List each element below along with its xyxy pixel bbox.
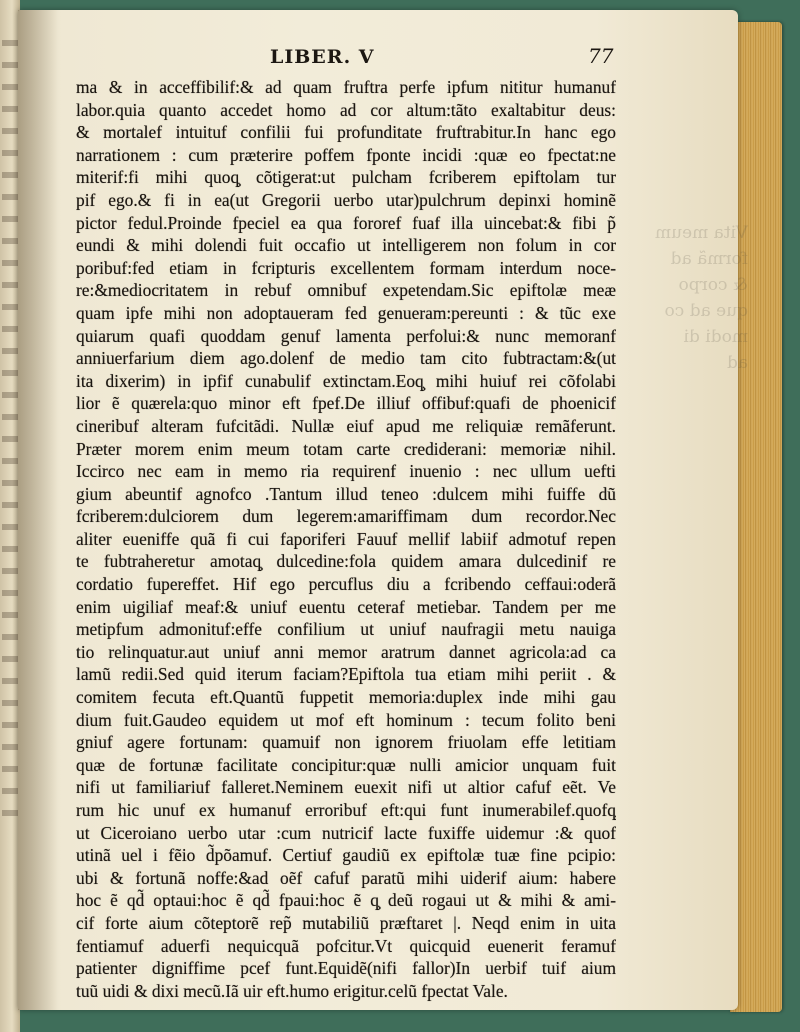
- text-line: ita dixerim) in ipfif cunabulif extinctam.Eoq̧ mihi huiuf rei cõfolabi: [76, 370, 616, 391]
- text-line: Præter morem enim meum totam carte crediderani: memoriæ nihil.: [76, 438, 616, 459]
- page-number: 77: [588, 44, 614, 68]
- text-line: anniuerfarium diem ago.dolenf de medio tam cito fubtractam:&(ut: [76, 348, 616, 369]
- gutter-shadow: [18, 10, 58, 1010]
- text-line: pif ego.& fi in ea(ut Gregorii uerbo utar)pulchrum depinxi hominẽ: [76, 189, 616, 210]
- facing-page-edge: [0, 0, 20, 1032]
- text-line: ma & in acceffibilif:& ad quam fruftra perfe ipfum nititur humanuf: [76, 77, 616, 97]
- text-line: metipfum admonituf:effe confilium ut uniuf naufragii metu nauiga: [76, 619, 616, 640]
- text-line: utinã uel i fẽio d̃põamuf. Certiuf gaudiũ ex epiftolæ tuæ fine pcipio:: [76, 845, 616, 866]
- text-line: nifi ut familiariuf falleret.Neminem euexit nifi ut altior cafuf eẽt. Ve: [76, 777, 616, 798]
- text-line: cineribuf alteram fufcitãdi. Nullæ eiuf apud me reliquiæ remãferunt.: [76, 415, 616, 436]
- text-line: hoc ẽ qd̃ optaui:hoc ẽ qd̃ fpaui:hoc ẽ q̧ deũ rogaui ut & mihi & ami-: [76, 890, 616, 911]
- body-text: [76, 76, 616, 1002]
- text-line: ubi & fortunã noffe:&ad oẽf cafuf paratũ mihi uiderif aium: habere: [76, 867, 616, 888]
- text-line: cordatio fupereffet. Hif ego percuflus diu a fcribendo ceffaui:oderã: [76, 574, 616, 595]
- text-line: quæ de fortunæ facilitate concipitur:quæ nulli amicior unquam fuit: [76, 754, 616, 775]
- text-line: fentiamuf aduerfi nequicquã pofcitur.Vt quicquid euenerit feramuf: [76, 935, 616, 956]
- text-line: fcriberem:dulciorem dum legerem:amariffimam dum recordor.Nec: [76, 506, 616, 527]
- facing-page-text-fragment: [2, 40, 18, 820]
- text-line: gniuf agere fortunam: quamuif non ignorem friuolam effe letitiam: [76, 732, 616, 753]
- text-line: enim uigiliaf meaf:& uniuf euentu ceteraf metiebar. Tandem per me: [76, 596, 616, 617]
- text-line: comitem fecuta eft.Quantũ fuppetit memoria:duplex inde mihi gau: [76, 687, 616, 708]
- text-line: rum hic unuf ex humanuf erroribuf eft:qui funt inumerabilef.quofq̧: [76, 800, 616, 820]
- show-through-text: Vita meum formã ad & corpo que ad co modi di ad: [654, 223, 748, 373]
- text-line: & mortalef intuituf confilii fui profunditate fruftrabitur.In hanc ego: [76, 122, 616, 143]
- text-line: aliter eueniffe quã fi cui faporiferi Fauuf mellif labiif admotuf repen: [76, 528, 616, 549]
- text-line: lior ẽ quærela:quo minor eft fpef.De illiuf offibuf:quafi de phoenicif: [76, 393, 616, 414]
- text-line: quiarum quafi quoddam genuf lamenta perfolui:& nunc memoranf: [76, 325, 616, 346]
- text-line: Iccirco nec eam in memo ria requirenf inuenio : nec ullum uefti: [76, 461, 616, 482]
- text-line: ut Ciceroiano uerbo utar :cum nutricif lacte fuxiffe uidemur :& quof: [76, 822, 616, 843]
- text-line: narrationem : cum præterire poffem fponte incidi :quæ eo fpectat:ne: [76, 144, 616, 165]
- text-line: cif forte aium cõteptorẽ rep̃ mutabiliũ præftaret |. Neqd enim in uita: [76, 912, 616, 933]
- text-line: lamũ redii.Sed quid iterum faciam?Epiftola tua etiam mihi periit . &: [76, 664, 616, 685]
- text-line: miterif:fi mihi quoq̧ cõtigerat:ut pulcham fcriberem epiftolam tur: [76, 167, 616, 188]
- page-header: [18, 44, 738, 74]
- text-line: patienter digniffime pcef funt.Equidẽ(nifi fallor)In uerbif tuif aium: [76, 958, 616, 979]
- running-head: LIBER. V: [270, 46, 375, 68]
- text-line: gium abeuntif agnofco .Tantum illud teneo :dulcem mihi fuiffe dũ: [76, 483, 616, 504]
- text-line: tuũ uidi & dixi mecũ.Iã uir eft.humo erigitur.celũ fpectat Vale.: [76, 980, 508, 1001]
- text-line: quam ipfe mihi non adoptaueram fed genueram:pereunti : & tũc exe: [76, 302, 616, 323]
- text-line: pictor fedul.Proinde fpeciel ea qua fororef fuaf illa uincebat:& fibi p̃: [76, 212, 616, 233]
- text-line: te fubtraheretur amotaq̧ dulcedine:fola quidem amara dulcedinif re: [76, 551, 616, 572]
- text-line: poribuf:fed etiam in fcripturis excellentem formam interdum noce-: [76, 257, 616, 278]
- text-line: eundi & mihi dolendi fuit occafio ut intelligerem non folum in cor: [76, 235, 616, 256]
- text-line: re:&mediocritatem in rebuf omnibuf expetendam.Sic epiftolæ meæ: [76, 280, 616, 301]
- text-line: tio relinquatur.aut uniuf anni memor aratrum dannet agricola:ad ca: [76, 641, 616, 662]
- book-page: [18, 10, 748, 1010]
- text-line: dium fuit.Gaudeo equidem ut mof eft hominum : tecum folito beni: [76, 709, 616, 730]
- text-line: labor.quia quanto accedet homo ad cor altum:tãto exaltabitur deus:: [76, 99, 616, 120]
